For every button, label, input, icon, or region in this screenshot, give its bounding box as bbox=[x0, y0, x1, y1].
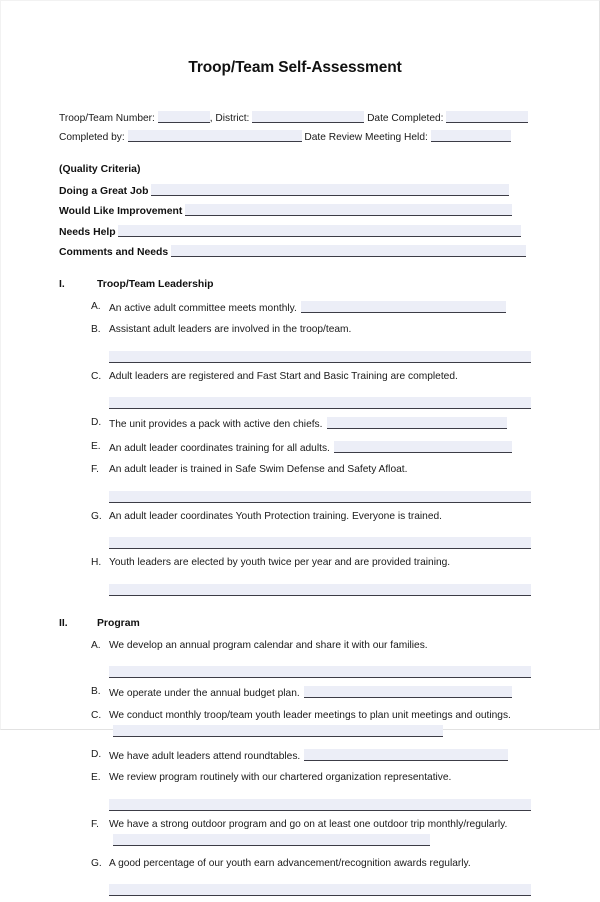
item-text: We review program routinely with our chartered organization representative. bbox=[109, 772, 452, 783]
criteria-input-comments-and-needs[interactable] bbox=[171, 245, 526, 257]
identity-comma: , bbox=[209, 113, 213, 124]
item-text: We develop an annual program calendar and share it with our families. bbox=[109, 639, 428, 651]
item-text: Adult leaders are registered and Fast Start and Basic Training are completed. bbox=[109, 370, 458, 382]
date-review-input[interactable] bbox=[431, 130, 511, 142]
criteria-row-needs-help bbox=[59, 223, 531, 244]
item-letter: H. bbox=[91, 557, 102, 568]
checklist-item bbox=[59, 439, 531, 457]
item-letter: F. bbox=[91, 818, 99, 830]
checklist-item bbox=[59, 555, 531, 596]
checklist-item bbox=[59, 708, 531, 741]
district-label: District: bbox=[215, 113, 250, 124]
criteria-row-doing-a-great-job bbox=[59, 182, 531, 203]
item-answer-input[interactable] bbox=[301, 301, 506, 313]
item-answer-input[interactable] bbox=[327, 417, 507, 429]
item-letter: D. bbox=[91, 417, 102, 428]
checklist-item bbox=[59, 415, 531, 433]
item-letter: G. bbox=[91, 857, 102, 869]
checklist-item bbox=[59, 369, 531, 410]
item-letter: E. bbox=[91, 440, 101, 452]
item-text: A good percentage of our youth earn advancement/recognition awards regularly. bbox=[109, 857, 471, 869]
criteria-label: Would Like Improvement bbox=[59, 206, 183, 217]
item-letter: D. bbox=[91, 748, 102, 760]
checklist-item bbox=[59, 770, 531, 811]
item-text: An active adult committee meets monthly. bbox=[109, 302, 297, 314]
checklist-item bbox=[59, 747, 531, 765]
troop-number-input[interactable] bbox=[158, 111, 210, 123]
item-letter: B. bbox=[91, 324, 101, 335]
item-letter: F. bbox=[91, 464, 99, 475]
item-answer-input[interactable] bbox=[334, 441, 512, 453]
quality-criteria-heading: (Quality Criteria) bbox=[59, 164, 141, 175]
item-text: The unit provides a pack with active den chiefs. bbox=[109, 419, 323, 430]
checklist-item bbox=[59, 299, 531, 317]
section-title: Troop/Team Leadership bbox=[97, 278, 214, 290]
identity-row-1 bbox=[59, 109, 531, 128]
item-text: Assistant adult leaders are involved in the troop/team. bbox=[109, 324, 352, 335]
date-completed-label: Date Completed: bbox=[367, 113, 444, 124]
checklist-item bbox=[59, 322, 531, 363]
item-answer-input[interactable] bbox=[109, 491, 531, 503]
completed-by-label: Completed by: bbox=[59, 132, 125, 143]
item-letter: C. bbox=[91, 370, 102, 382]
troop-number-label: Troop/Team Number: bbox=[59, 113, 155, 124]
checklist-item bbox=[59, 817, 531, 850]
section-troop-team-leadership bbox=[59, 279, 531, 596]
item-text: We conduct monthly troop/team youth leader meetings to plan unit meetings and outings. bbox=[109, 709, 511, 721]
item-answer-input[interactable] bbox=[109, 884, 531, 896]
item-answer-input[interactable] bbox=[113, 725, 443, 737]
item-text: An adult leader coordinates Youth Protection training. Everyone is trained. bbox=[109, 510, 443, 522]
item-answer-input[interactable] bbox=[109, 397, 531, 409]
item-answer-input[interactable] bbox=[113, 834, 430, 846]
page-title: Troop/Team Self-Assessment bbox=[188, 59, 402, 76]
item-answer-input[interactable] bbox=[109, 799, 531, 811]
identity-fields bbox=[59, 109, 531, 147]
checklist-item bbox=[59, 509, 531, 550]
criteria-label: Doing a Great Job bbox=[59, 185, 149, 197]
checklist-item bbox=[59, 638, 531, 679]
criteria-input-needs-help[interactable] bbox=[118, 225, 521, 237]
section-program bbox=[59, 618, 531, 897]
item-text: We have a strong outdoor program and go on at least one outdoor trip monthly/regularly. bbox=[109, 818, 508, 830]
item-text: Youth leaders are elected by youth twice per year and are provided training. bbox=[109, 557, 451, 568]
item-letter: C. bbox=[91, 709, 102, 721]
criteria-label: Comments and Needs bbox=[59, 247, 169, 258]
item-letter: A. bbox=[91, 300, 101, 312]
date-completed-input[interactable] bbox=[446, 111, 528, 123]
section-title: Program bbox=[97, 617, 140, 629]
item-answer-input[interactable] bbox=[109, 584, 531, 596]
item-text: We operate under the annual budget plan. bbox=[109, 688, 300, 699]
item-text: We have adult leaders attend roundtables. bbox=[109, 750, 301, 762]
item-answer-input[interactable] bbox=[109, 666, 531, 678]
item-answer-input[interactable] bbox=[304, 749, 508, 761]
item-text: An adult leader is trained in Safe Swim Defense and Safety Afloat. bbox=[109, 464, 408, 475]
item-letter: A. bbox=[91, 639, 101, 651]
criteria-input-doing-a-great-job[interactable] bbox=[151, 184, 509, 196]
completed-by-input[interactable] bbox=[128, 130, 302, 142]
item-answer-input[interactable] bbox=[109, 351, 531, 363]
district-input[interactable] bbox=[252, 111, 364, 123]
item-letter: G. bbox=[91, 510, 102, 522]
criteria-label: Needs Help bbox=[59, 226, 116, 238]
item-letter: E. bbox=[91, 772, 101, 783]
date-review-label: Date Review Meeting Held: bbox=[304, 132, 428, 143]
item-answer-input[interactable] bbox=[304, 686, 512, 698]
item-letter: B. bbox=[91, 686, 101, 697]
checklist-item bbox=[59, 684, 531, 702]
document-body bbox=[59, 1, 531, 902]
quality-criteria-block bbox=[59, 160, 531, 264]
section-numeral: I. bbox=[59, 278, 65, 290]
criteria-row-would-like-improvement bbox=[59, 202, 531, 223]
checklist-item bbox=[59, 856, 531, 897]
criteria-row-comments-and-needs bbox=[59, 243, 531, 264]
item-answer-input[interactable] bbox=[109, 537, 531, 549]
identity-row-2 bbox=[59, 128, 531, 147]
section-heading bbox=[59, 618, 531, 629]
item-text: An adult leader coordinates training for all adults. bbox=[109, 442, 330, 454]
criteria-input-would-like-improvement[interactable] bbox=[185, 204, 512, 216]
section-heading bbox=[59, 279, 531, 290]
section-numeral: II. bbox=[59, 617, 68, 629]
checklist-item bbox=[59, 462, 531, 503]
